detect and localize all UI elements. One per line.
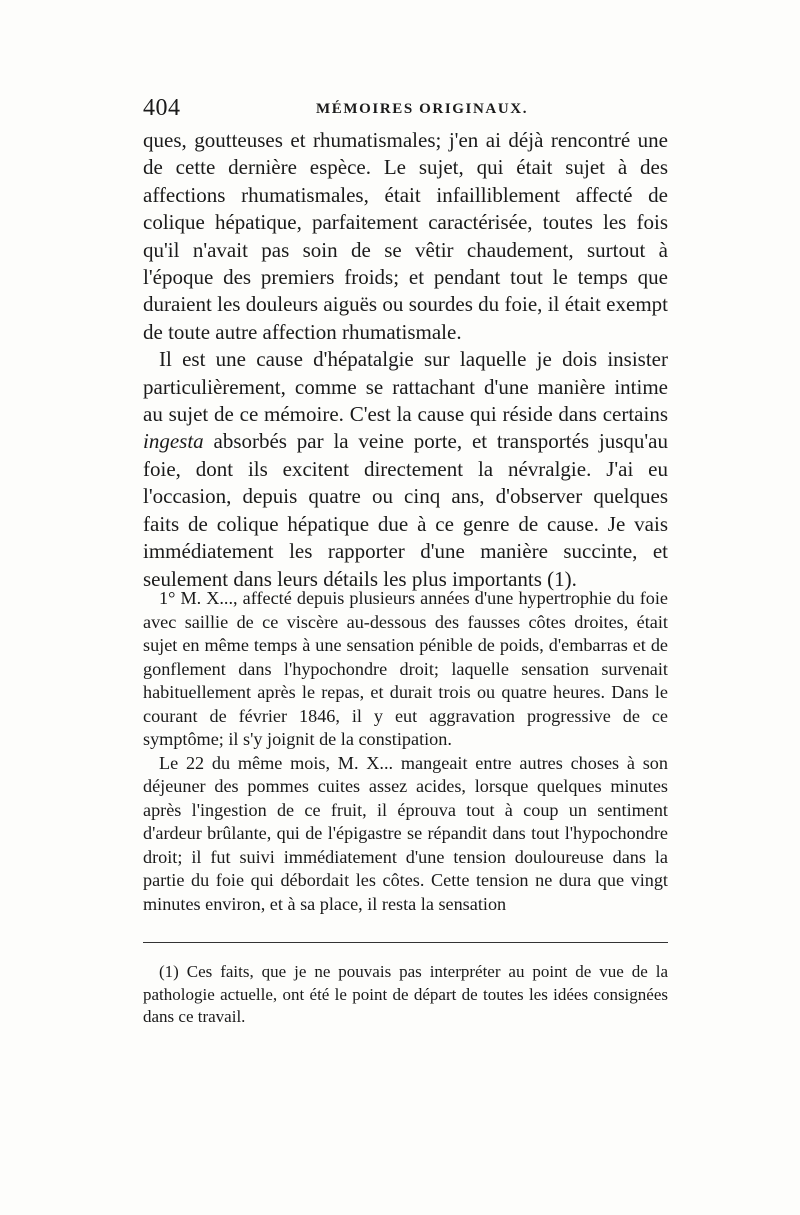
case-paragraph-2: Le 22 du même mois, M. X... mangeait entre autres choses à son déjeuner des pommes cuites assez acides, lorsque quelques minutes après l'ingestion de ce fruit, il éprouva tout à coup un sentiment d'ardeur brûlante, qui de l'épigastre se répandit dans tout l'hypochondre droit; il fut suivi immédiatement d'une tension douloureuse dans la partie du foie qui débordait les côtes. Cette tension ne dura que vingt minutes environ, et à sa place, il resta la sensation: [143, 752, 668, 914]
footnote: (1) Ces faits, que je ne pouvais pas interpréter au point de vue de la pathologie actuelle, ont été le point de départ de toutes les idées consignées dans ce travail.: [143, 962, 668, 1026]
page-number: 404: [143, 95, 181, 121]
footnote-divider: [143, 942, 668, 943]
italic-term: ingesta: [143, 429, 204, 454]
main-text: [143, 127, 668, 593]
running-head: MÉMOIRES ORIGINAUX.: [316, 101, 529, 117]
paragraph-text-start: Il est une cause d'hépatalgie sur laquelle je dois insister particulièrement, comme se rattachant d'une manière intime au sujet de ce mémoire. C'est la cause qui réside dans certains: [143, 347, 668, 427]
page-header: [143, 95, 668, 125]
paragraph-continuation: ques, goutteuses et rhumatismales; j'en ai déjà rencontré une de cette dernière espèce. Le sujet, qui était sujet à des affections rhumatismales, était infailliblement affecté de colique hépatique, parfaitement caractérisée, toutes les fois qu'il n'avait pas soin de se vêtir chaudement, surtout à l'époque des premiers froids; et pendant tout le temps que duraient les douleurs aiguës ou sourdes du foie, il était exempt de toute autre affection rhumatismale.: [143, 128, 668, 344]
case-paragraph-1: 1° M. X..., affecté depuis plusieurs années d'une hypertrophie du foie avec saillie de ce viscère au-dessous des fausses côtes droites, était sujet en même temps à une sensation pénible de poids, d'embarras et de gonflement dans l'hypochondre droit; laquelle sensation survenait habituellement après le repas, et durait trois ou quatre heures. Dans le courant de février 1846, il y eut aggravation progressive de ce symptôme; il s'y joignit de la constipation.: [143, 588, 668, 749]
case-report: [143, 587, 668, 916]
paragraph-text-end: absorbés par la veine porte, et transportés jusqu'au foie, dont ils excitent directement la névralgie. J'ai eu l'occasion, depuis quatre ou cinq ans, d'observer quelques faits de colique hépatique due à ce genre de cause. Je vais immédiatement les rapporter d'une manière succinte, et seulement dans leurs détails les plus importants (1).: [143, 429, 668, 591]
paragraph-hepatalgie-cause: [143, 346, 668, 593]
